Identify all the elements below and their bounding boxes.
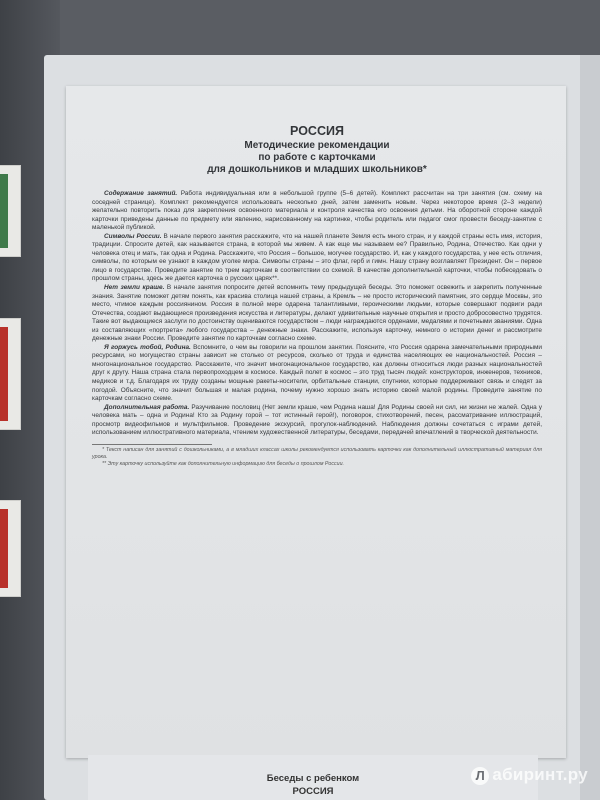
paragraph-heading: Дополнительная работа. xyxy=(104,403,190,411)
footnote: * Текст написан для занятий с дошкольниками, а в младших классах школы рекомендуется использовать карточки как дополнительный иллюстративный материал для урока. xyxy=(92,446,542,460)
subtitle-line: для дошкольников и младших школьников* xyxy=(207,164,427,175)
instruction-sheet xyxy=(66,86,566,758)
bottom-card-subtitle: РОССИЯ xyxy=(292,786,334,797)
document-body xyxy=(92,190,542,468)
paragraph-text: Работа индивидуальная или в небольшой группе (5–6 детей). Комплект рассчитан на три занятия (см. схему на соседней странице). Комплект рекомендуется использовать несколько дней, затем заменить новым. Через некоторое время (2–3 недели) желательно повторить показ для закрепления освоенного материала и контроля качества его освоения детьми. На оборотной стороне каждой карточки приведены данные по предмету или явлению, нарисованному на картинке, чтобы родитель или педагог смог провести беседу-занятие с маленькой публикой. xyxy=(92,190,543,232)
footnote-divider xyxy=(92,444,212,445)
labyrinth-logo-icon: Л xyxy=(471,767,489,785)
subtitle-line: Методические рекомендации xyxy=(244,140,390,151)
subtitle-line: по работе с карточками xyxy=(258,152,376,163)
paragraph-heading: Содержание занятий. xyxy=(104,190,178,197)
watermark xyxy=(471,765,588,785)
paragraph-additional xyxy=(92,404,542,438)
folder-tab xyxy=(580,55,600,800)
paragraph-heading: Нет земли краше. xyxy=(104,284,165,292)
watermark-text: абиринт.ру xyxy=(492,765,588,784)
side-card-1 xyxy=(0,165,21,257)
paragraph-heading: Я горжусь тобой, Родина. xyxy=(104,343,191,351)
footnote: ** Эту карточку используйте как дополнительную информацию для беседы о прошлом России. xyxy=(102,460,345,467)
side-card-2 xyxy=(0,318,21,430)
paragraph-text: В начале первого занятия расскажите, что на нашей планете Земля есть много стран, и у каждой страны есть имя, история, традиции. Спросите детей, как называется страна, в которой мы живем. А как еще мы называем ее? Правильно, Родина, Отечество. Как одни у человека отец и мать, так одна и Родина. Расскажите, что Россия – большое, могучее государство. И, как у каждого государства, у нее есть отличия, символы, по которым ее узнают в каждом уголке мира. Символы страны – это флаг, герб и гимн. Нашу страну возглавляет Президент. Он – первое лицо в государстве. Проведите занятие по трем карточкам в соответствии со схемой. В качестве дополнительной карточки, чтобы побеседовать о прошлом страны, здесь же дается карточка о русских царях**. xyxy=(92,232,542,283)
paragraph-text: В начале занятия попросите детей вспомнить тему предыдущей беседы. Это поможет освежить и закрепить полученные знания. Занятие поможет детям понять, как красива столица нашей страны, а Кремль – не просто исторический памятник, это сердце Москвы, это место, чтимое каждым россиянином. Россия в полной мере одарена талантливыми, героическими людьми, которые совершают подвиги ради Отечества, создают выдающиеся произведения искусства и литературы, делают удивительные научные открытия и просто добросовестно трудятся. Такие вот выдающиеся заслуги по достоинству оцениваются государством – люди награждаются орденами, медалями и почетными званиями. Одна из составляющих «портрета» любого государства – денежные знаки. Расскажите, используя карточку, немного о истории денег и рассмотрите денежные знаки России. Проведите занятие по карточкам согласно схеме. xyxy=(92,284,542,343)
paragraph-symbols xyxy=(92,233,542,284)
bottom-card-title: Беседы с ребенком xyxy=(266,773,360,784)
side-card-3 xyxy=(0,500,21,597)
paragraph-no-land-better xyxy=(92,284,542,344)
paragraph-text: Вспомните, о чем вы говорили на прошлом занятии. Поясните, что Россия одарена замечательными природными ресурсами, но могущество страны зависит не столько от ресурсов, сколько от труда и единства населяющих ее национальностей. Россия – многонациональное государство. Расскажите, что значит многонациональное государство, как должны относиться люди разных национальностей друг к другу. Наша страна стала первопроходцем в космосе. Каждый полет в космос – это труд тысяч людей: конструкторов, инженеров, техников, медиков и т.д. Благодаря их труду созданы мощные ракеты-носители, орбитальные станции, спутники, которые поддерживают связь и следят за погодой. Объясните, что значит большая и малая родина, почему нужно хорошо знать историю своей малой родины. Проведите занятие по карточкам согласно схеме. xyxy=(92,343,542,403)
paragraph-proud xyxy=(92,344,542,404)
document-title: РОССИЯ xyxy=(290,124,344,138)
paragraph-text: Разучивание пословиц (Нет земли краше, чем Родина наша! Для Родины своей ни сил, ни жизни не жалей. Одна у человека мать – одна и Родина! Кто за Родину горой – тот истинный герой!), поговорок, стихотворений, песен, рассматривание иллюстраций, просмотр видеофильмов и мультфильмов. Проведение экскурсий, прогулок-наблюдений. Наблюдения должны сочетаться с играми детей, использованием иллюстративного материала, чтением художественной литературы, беседами, передачей впечатлений в творческой деятельности. xyxy=(92,403,542,437)
paragraph-content xyxy=(92,190,542,233)
paragraph-heading: Символы России. xyxy=(104,232,162,240)
